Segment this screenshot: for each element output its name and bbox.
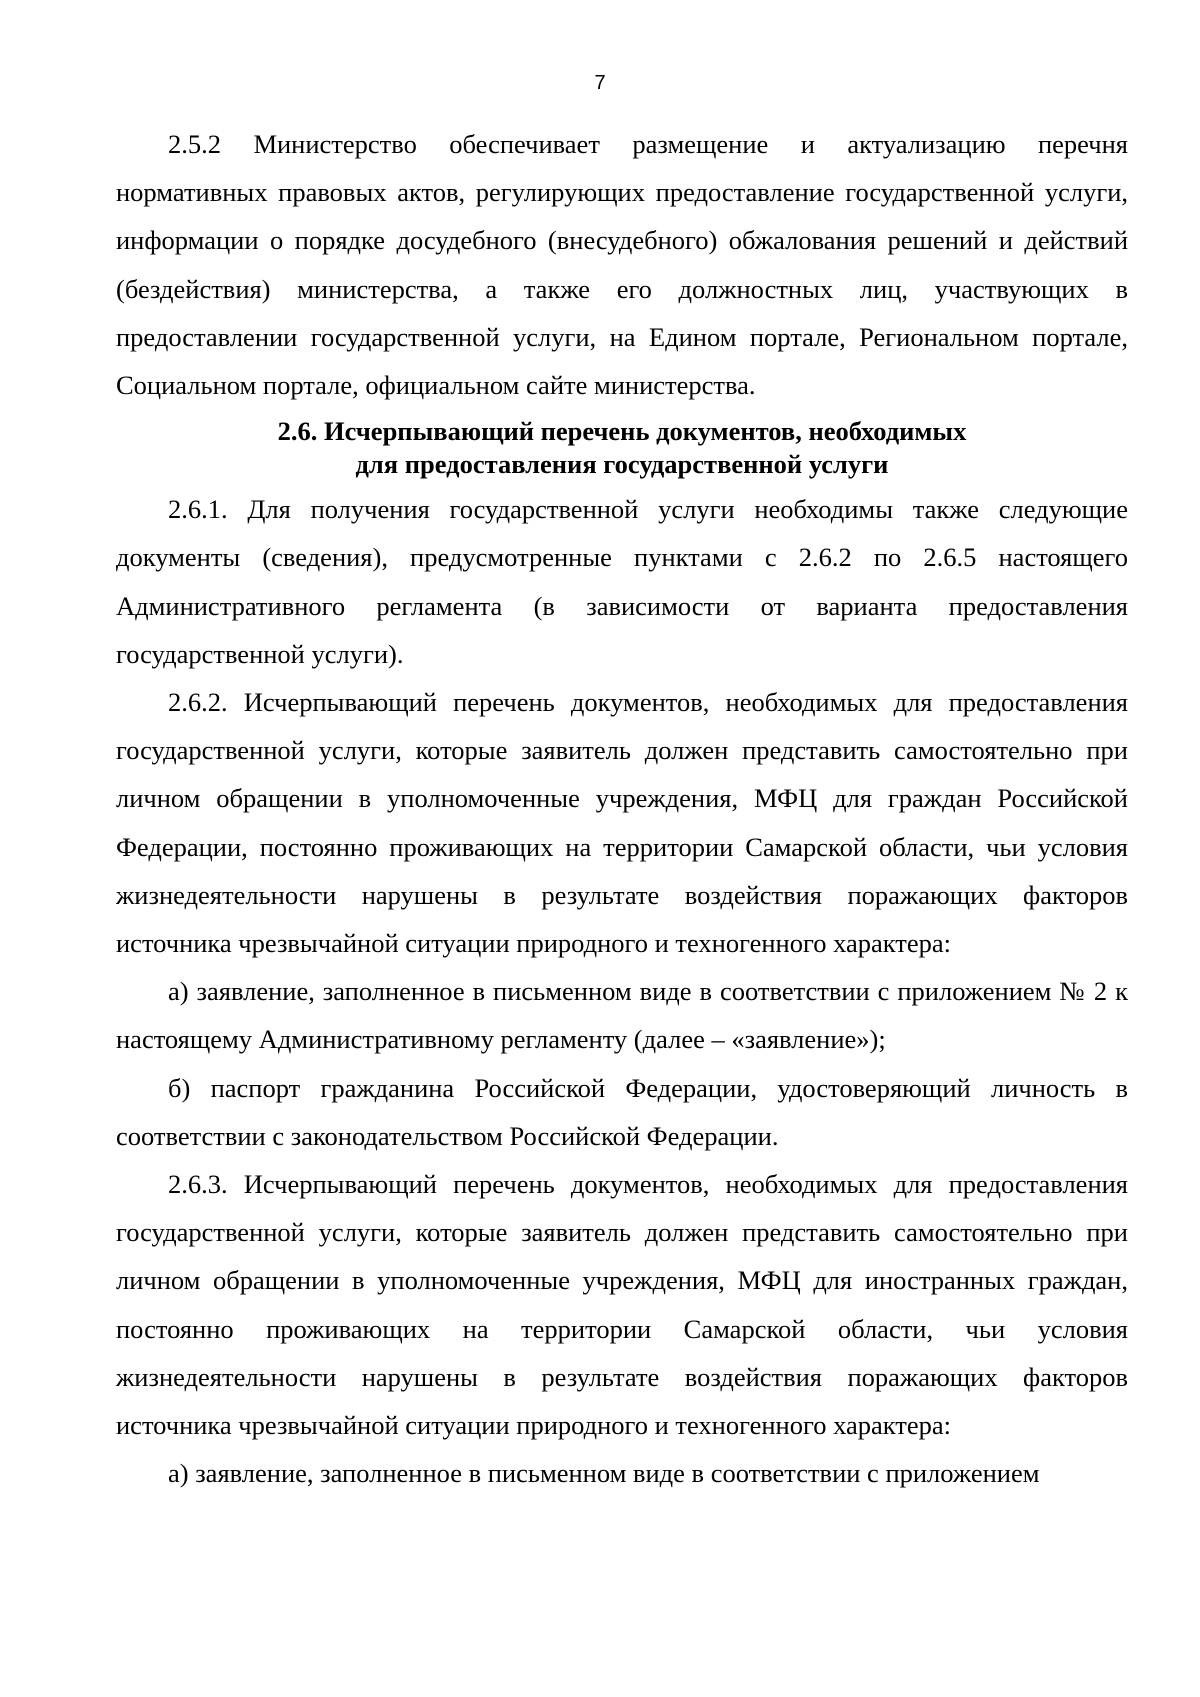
- list-item-a-2-6-3: а) заявление, заполненное в письменном виде в соответствии с приложением: [168, 1458, 1040, 1489]
- paragraph-2-5-2: 2.5.2 Министерство обеспечивает размещение и актуализацию перечня нормативных правовых актов, регулирующих предоставление государственной услуги, информации о порядке досудебного (внесудебного) обжалования решений и действий (бездействия) министерства, а также его должностных лиц, участвующих в предоставлении государственной услуги, на Едином портале, Региональном портале, Социальном портале, официальном сайте министерства.: [116, 129, 1128, 401]
- list-item-a-2-6-2: а) заявление, заполненное в письменном виде в соответствии с приложением № 2 к настоящему Административному регламенту (далее – «заявление»);: [116, 976, 1128, 1055]
- section-heading-line-1: 2.6. Исчерпывающий перечень документов, необходимых: [277, 416, 967, 447]
- list-item-b-2-6-2: б) паспорт гражданина Российской Федерации, удостоверяющий личность в соответствии с законодательством Российской Федерации.: [116, 1072, 1128, 1151]
- section-heading-line-2: для предоставления государственной услуги: [355, 449, 889, 480]
- paragraph-2-6-1: 2.6.1. Для получения государственной услуги необходимы также следующие документы (сведения), предусмотренные пунктами с 2.6.2 по 2.6.5 настоящего Административного регламента (в зависимости от варианта предоставления государственной услуги).: [116, 494, 1128, 669]
- paragraph-2-6-3: 2.6.3. Исчерпывающий перечень документов, необходимых для предоставления государственной услуги, которые заявитель должен представить самостоятельно при личном обращении в уполномоченные учреждения, МФЦ для иностранных граждан, постоянно проживающих на территории Самарской области, чьи условия жизнедеятельности нарушены в результате воздействия поражающих факторов источника чрезвычайной ситуации природного и техногенного характера:: [116, 1169, 1128, 1441]
- paragraph-2-6-2: 2.6.2. Исчерпывающий перечень документов, необходимых для предоставления государственной услуги, которые заявитель должен представить самостоятельно при личном обращении в уполномоченные учреждения, МФЦ для граждан Российской Федерации, постоянно проживающих на территории Самарской области, чьи условия жизнедеятельности нарушены в результате воздействия поражающих факторов источника чрезвычайной ситуации природного и техногенного характера:: [116, 687, 1128, 959]
- page-number: 7: [594, 72, 606, 94]
- document-body: [116, 120, 1128, 1497]
- section-heading-2-6: [116, 415, 1128, 481]
